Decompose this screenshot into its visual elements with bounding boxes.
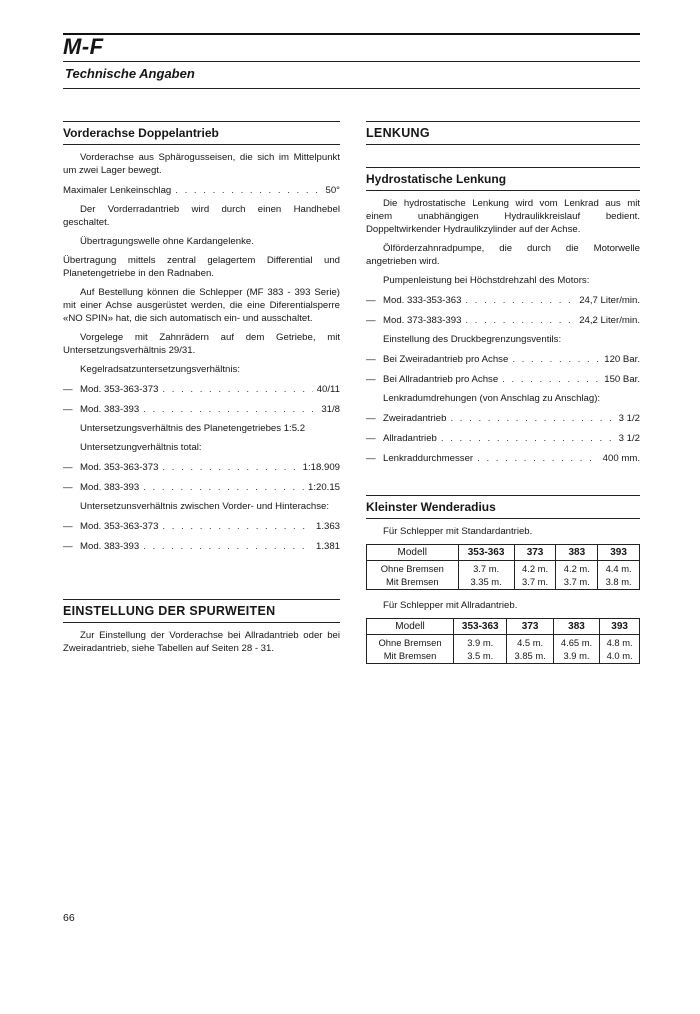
paragraph: Auf Bestellung können die Schlepper (MF 383 - 393 Serie) mit einer Achse ausgerüstet werden, die eine Diferentialsperre «NO SPIN» hat, die sich automatisch ein- und ausschaltet. — [63, 287, 340, 324]
table-header-cell: 353-363 — [454, 619, 507, 635]
spec-label: Mod. 353-363-373 — [80, 462, 159, 473]
turning-radius-table-allrad — [366, 618, 640, 664]
spec-label: Zweiradantrieb — [383, 413, 447, 424]
spec-value: 1:18.909 — [302, 462, 340, 473]
spec-label: Mod. 383-393 — [80, 482, 140, 493]
leader-dots — [143, 540, 312, 553]
group-heading: Lenkradumdrehungen (von Anschlag zu Anschlag): — [383, 393, 601, 404]
dash-marker: — — [63, 384, 73, 395]
section-heading-spurweiten: EINSTELLUNG DER SPURWEITEN — [63, 599, 340, 623]
spec-label: Mod. 383-393 — [80, 404, 140, 415]
spec-value: 24,2 Liter/min. — [579, 315, 640, 326]
spec-label: Mod. 383-393 — [80, 541, 140, 552]
table-cell — [553, 635, 599, 664]
section-heading-vorderachse: Vorderachse Doppelantrieb — [63, 121, 340, 145]
spec-value: 1:20.15 — [307, 482, 340, 493]
spec-row — [366, 353, 640, 366]
dash-marker: — — [63, 462, 73, 473]
spec-row — [63, 481, 340, 494]
dash-marker: — — [63, 521, 73, 532]
spec-label: Mod. 353-363-373 — [80, 521, 159, 532]
row-label: Ohne Bremsen — [378, 637, 442, 648]
spec-value: 40/11 — [316, 384, 340, 395]
table-header-cell: 393 — [600, 619, 640, 635]
group-heading: Kegelradsatzuntersetzungsverhältnis: — [80, 364, 240, 375]
table-row — [367, 635, 640, 664]
dash-marker: — — [366, 295, 376, 306]
section-heading-wenderadius: Kleinster Wenderadius — [366, 495, 640, 519]
spec-label: Maximaler Lenkeinschlag — [63, 185, 172, 196]
spec-label: Lenkraddurchmesser — [383, 453, 474, 464]
dash-marker: — — [63, 404, 73, 415]
table-header-cell: 373 — [507, 619, 553, 635]
spec-value: 120 Bar. — [604, 354, 640, 365]
spec-row — [366, 412, 640, 425]
spec-value: 150 Bar. — [604, 374, 640, 385]
section-heading-lenkung: LENKUNG — [366, 121, 640, 145]
leader-dots — [143, 481, 304, 494]
table-header-cell: 373 — [514, 545, 556, 561]
table-caption: Für Schlepper mit Allradantrieb. — [383, 600, 518, 611]
leader-dots — [502, 373, 600, 386]
spec-value: 3 1/2 — [618, 433, 640, 444]
table-row — [367, 561, 640, 590]
cell-value: 3.85 m. — [514, 650, 546, 661]
paragraph: Übertragungswelle ohne Kardangelenke. — [80, 236, 254, 247]
spec-label: Bei Allradantrieb pro Achse — [383, 374, 499, 385]
cell-value: 4.5 m. — [517, 637, 544, 648]
leader-dots — [162, 461, 298, 474]
dash-marker: — — [366, 315, 376, 326]
cell-value: 3.35 m. — [470, 576, 502, 587]
row-label: Ohne Bremsen — [380, 563, 444, 574]
cell-value: 4.65 m. — [560, 637, 593, 648]
turning-radius-table-standard — [366, 544, 640, 590]
table-cell — [514, 561, 556, 590]
paragraph: Zur Einstellung der Vorderachse bei Allradantrieb oder bei Zweiradantrieb, siehe Tabellen auf Seiten 28 - 31. — [63, 630, 340, 654]
header-bottom-rule — [63, 88, 640, 89]
leader-dots — [477, 452, 599, 465]
table-cell — [600, 635, 640, 664]
spec-label: Bei Zweiradantrieb pro Achse — [383, 354, 509, 365]
spec-value: 400 mm. — [602, 453, 640, 464]
group-heading: Untersetzungsverhältnis des Planetengetriebes 1:5.2 — [80, 423, 306, 434]
table-header-row — [367, 545, 640, 561]
page-number: 66 — [63, 912, 75, 924]
spec-label: Mod. 353-363-373 — [80, 384, 159, 395]
paragraph: Übertragung mittels zentral gelagertem Differential und Planetengetriebe in den Radnaben. — [63, 255, 340, 279]
leader-dots — [450, 412, 614, 425]
table-cell — [556, 561, 598, 590]
cell-value: 3.8 m. — [605, 576, 632, 587]
cell-value: 4.2 m. — [522, 563, 549, 574]
table-cell — [598, 561, 640, 590]
table-header-cell: 393 — [598, 545, 640, 561]
right-column — [366, 121, 640, 664]
spec-row — [366, 432, 640, 445]
spec-row — [63, 461, 340, 474]
dash-marker: — — [366, 413, 376, 424]
cell-value: 3.7 m. — [473, 563, 500, 574]
left-column — [63, 121, 340, 655]
leader-dots — [143, 403, 317, 416]
leader-dots — [465, 294, 575, 307]
table-caption: Für Schlepper mit Standardantrieb. — [383, 526, 533, 537]
table-cell — [454, 635, 507, 664]
leader-dots — [512, 353, 600, 366]
table-cell — [507, 635, 553, 664]
spec-row-lenkeinschlag — [63, 184, 340, 197]
leader-dots — [441, 432, 615, 445]
spec-value: 31/8 — [321, 404, 340, 415]
group-heading: Untersetzunsverhältnis zwischen Vorder- und Hinterachse: — [80, 501, 330, 512]
leader-dots — [162, 383, 312, 396]
row-label: Mit Bremsen — [385, 576, 439, 587]
table-header-cell: 383 — [556, 545, 598, 561]
spec-row — [366, 314, 640, 327]
cell-value: 4.2 m. — [563, 563, 590, 574]
table-cell — [458, 561, 514, 590]
header-top-rule — [63, 33, 640, 35]
group-heading: Untersetzungverhältnis total: — [80, 442, 202, 453]
cell-value: 3.7 m. — [522, 576, 549, 587]
table-header-cell: 353-363 — [458, 545, 514, 561]
leader-dots — [162, 520, 312, 533]
table-header-cell: Modell — [367, 619, 454, 635]
spec-value: 3 1/2 — [618, 413, 640, 424]
header-mid-rule — [63, 61, 640, 62]
spec-row — [63, 540, 340, 553]
group-heading: Einstellung des Druckbegrenzungsventils: — [383, 334, 562, 345]
cell-value: 4.8 m. — [606, 637, 633, 648]
spec-label: Mod. 373-383-393 — [383, 315, 462, 326]
paragraph: Vorgelege mit Zahnrädern auf dem Getriebe, mit Untersetzungsverhältnis 29/31. — [63, 332, 340, 356]
spec-row — [366, 452, 640, 465]
section-heading-hydrostatische-lenkung: Hydrostatische Lenkung — [366, 167, 640, 191]
table-cell — [367, 561, 459, 590]
brand-title: M-F — [63, 34, 104, 59]
dash-marker: — — [63, 482, 73, 493]
spec-row — [366, 373, 640, 386]
paragraph: Die hydrostatische Lenkung wird vom Lenkrad aus mit einem unabhängigen Hydraulikkreislauf bedient. Doppeltwirkender Hydraulikzylinder auf der Achse. — [366, 198, 640, 235]
spec-value: 1.363 — [315, 521, 340, 532]
spec-value: 50° — [325, 185, 340, 196]
paragraph: Ölförderzahnradpumpe, die durch die Motorwelle angetrieben wird. — [366, 243, 640, 267]
spec-row — [366, 294, 640, 307]
cell-value: 3.7 m. — [563, 576, 590, 587]
table-cell — [367, 635, 454, 664]
leader-dots — [465, 314, 575, 327]
spec-value: 24,7 Liter/min. — [579, 295, 640, 306]
row-label: Mit Bremsen — [383, 650, 437, 661]
spec-row — [63, 383, 340, 396]
leader-dots — [175, 184, 321, 197]
spec-label: Allradantrieb — [383, 433, 437, 444]
paragraph: Der Vorderradantrieb wird durch einen Handhebel geschaltet. — [63, 204, 340, 228]
group-heading: Pumpenleistung bei Höchstdrehzahl des Motors: — [383, 275, 590, 286]
dash-marker: — — [63, 541, 73, 552]
spec-label: Mod. 333-353-363 — [383, 295, 462, 306]
cell-value: 4.0 m. — [606, 650, 633, 661]
table-header-cell: 383 — [553, 619, 599, 635]
page-subtitle: Technische Angaben — [65, 66, 195, 81]
spec-value: 1.381 — [315, 541, 340, 552]
dash-marker: — — [366, 453, 376, 464]
cell-value: 3.9 m. — [467, 637, 494, 648]
spec-row — [63, 403, 340, 416]
dash-marker: — — [366, 354, 376, 365]
dash-marker: — — [366, 433, 376, 444]
cell-value: 3.9 m. — [563, 650, 590, 661]
paragraph: Vorderachse aus Sphärogusseisen, die sich im Mittelpunkt um zwei Lager bewegt. — [63, 152, 340, 176]
spec-row — [63, 520, 340, 533]
cell-value: 3.5 m. — [467, 650, 494, 661]
table-header-cell: Modell — [367, 545, 459, 561]
cell-value: 4.4 m. — [605, 563, 632, 574]
table-header-row — [367, 619, 640, 635]
dash-marker: — — [366, 374, 376, 385]
